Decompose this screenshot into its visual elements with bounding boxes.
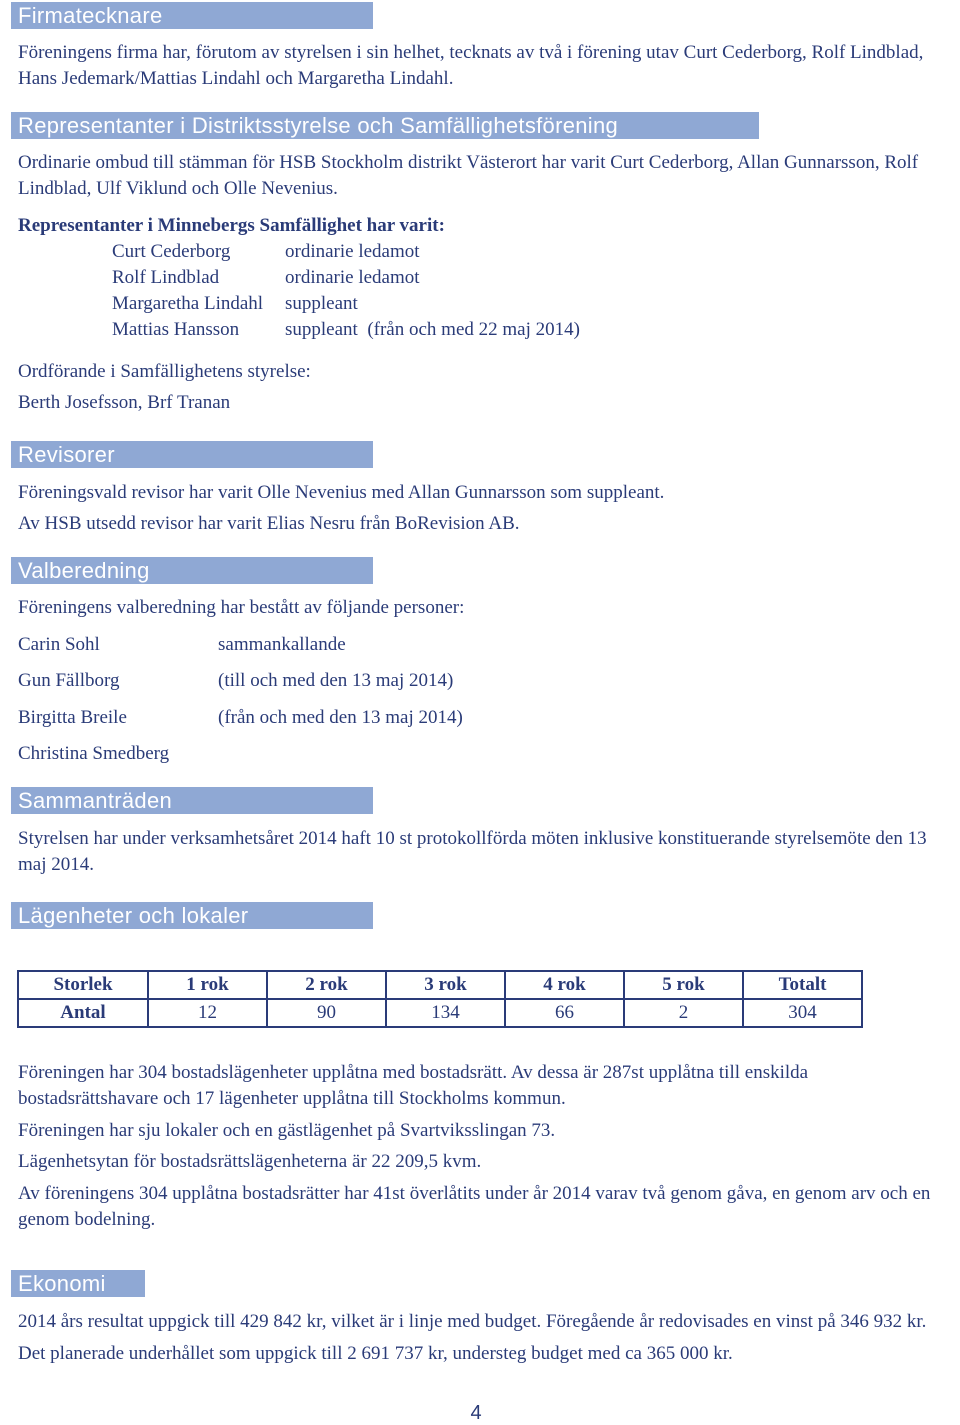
valberedning-name: Christina Smedberg: [18, 743, 170, 764]
revisor-line-2: Av HSB utsedd revisor har varit Elias Nesru från BoRevision AB.: [18, 513, 520, 534]
ombud-text: Ordinarie ombud till stämman för HSB Stockholm distrikt Västerort har varit Curt Cederborg, Allan Gunnarsson, Rolf Lindblad, Ulf Viklund och Olle Nevenius.: [18, 152, 919, 199]
table-cell: 90: [267, 999, 386, 1027]
table-row: [18, 999, 862, 1027]
table-cell: 2: [624, 999, 743, 1027]
revisor-line-1: Föreningsvald revisor har varit Olle Nevenius med Allan Gunnarsson som suppleant.: [18, 482, 665, 503]
lagenheter-paragraph-1: Föreningen har 304 bostadslägenheter upplåtna med bostadsrätt. Av dessa är 287st upplåtna till enskilda bostadsrättshavare och 17 lägenheter upplåtna till Stockholms kommun.: [18, 1062, 809, 1109]
apartment-size-table: [17, 970, 863, 1028]
valberedning-note: sammankallande: [218, 634, 346, 655]
table-header-row: [18, 971, 862, 999]
table-header-cell: 4 rok: [505, 971, 624, 999]
lagenheter-paragraph-2: Föreningen har sju lokaler och en gästlägenhet på Svartviksslingan 73.: [18, 1120, 556, 1141]
table-header-cell: 5 rok: [624, 971, 743, 999]
firmatecknare-text: Föreningens firma har, förutom av styrelsen i sin helhet, tecknats av två i förening utav Curt Cederborg, Rolf Lindblad, Hans Jedemark/Mattias Lindahl och Margaretha Lindahl.: [18, 42, 924, 89]
chair-name: Berth Josefsson, Brf Tranan: [18, 392, 231, 413]
section-heading-sammantraden: Sammanträden: [11, 787, 373, 814]
chair-label: Ordförande i Samfällighetens styrelse:: [18, 361, 311, 382]
table-header-cell: Storlek: [18, 971, 148, 999]
ekonomi-paragraph-1: 2014 års resultat uppgick till 429 842 kr, vilket är i linje med budget. Föregående år redovisades en vinst på 346 932 kr.: [18, 1311, 927, 1332]
samfallighet-title: Representanter i Minnebergs Samfällighet har varit:: [18, 215, 445, 236]
section-heading-firmatecknare: Firmatecknare: [11, 2, 373, 29]
member-role: suppleant (från och med 22 maj 2014): [285, 319, 580, 340]
section-heading-representanter: Representanter i Distriktsstyrelse och Samfällighetsförening: [11, 112, 759, 139]
table-cell: 134: [386, 999, 505, 1027]
member-name: Rolf Lindblad: [112, 267, 220, 288]
valberedning-name: Carin Sohl: [18, 634, 100, 655]
sammantraden-text: Styrelsen har under verksamhetsåret 2014 haft 10 st protokollförda möten inklusive konstituerande styrelsemöte den 13 maj 2014.: [18, 828, 927, 875]
table-header-cell: 1 rok: [148, 971, 267, 999]
table-row-label: Antal: [18, 999, 148, 1027]
member-role: ordinarie ledamot: [285, 241, 420, 262]
section-heading-lagenheter: Lägenheter och lokaler: [11, 902, 373, 929]
ekonomi-paragraph-2: Det planerade underhållet som uppgick till 2 691 737 kr, understeg budget med ca 365 000 kr.: [18, 1343, 733, 1364]
table-cell: 66: [505, 999, 624, 1027]
member-role: ordinarie ledamot: [285, 267, 420, 288]
valberedning-intro: Föreningens valberedning har bestått av följande personer:: [18, 597, 465, 618]
member-role: suppleant: [285, 293, 358, 314]
table-cell: 12: [148, 999, 267, 1027]
valberedning-note: (från och med den 13 maj 2014): [218, 707, 463, 728]
table-header-cell: Totalt: [743, 971, 862, 999]
lagenheter-paragraph-4: Av föreningens 304 upplåtna bostadsrätter har 41st överlåtits under år 2014 varav två genom gåva, en genom arv och en genom bodelning.: [18, 1183, 931, 1230]
section-heading-ekonomi: Ekonomi: [11, 1270, 145, 1297]
table-header-cell: 2 rok: [267, 971, 386, 999]
table-cell: 304: [743, 999, 862, 1027]
section-heading-revisorer: Revisorer: [11, 441, 373, 468]
section-heading-valberedning: Valberedning: [11, 557, 373, 584]
lagenheter-paragraph-3: Lägenhetsytan för bostadsrättslägenheterna är 22 209,5 kvm.: [18, 1151, 482, 1172]
member-name: Margaretha Lindahl: [112, 293, 264, 314]
valberedning-note: (till och med den 13 maj 2014): [218, 670, 454, 691]
member-name: Mattias Hansson: [112, 319, 240, 340]
table-header-cell: 3 rok: [386, 971, 505, 999]
member-name: Curt Cederborg: [112, 241, 231, 262]
page-number: 4: [470, 1402, 482, 1424]
valberedning-name: Gun Fällborg: [18, 670, 120, 691]
valberedning-name: Birgitta Breile: [18, 707, 127, 728]
